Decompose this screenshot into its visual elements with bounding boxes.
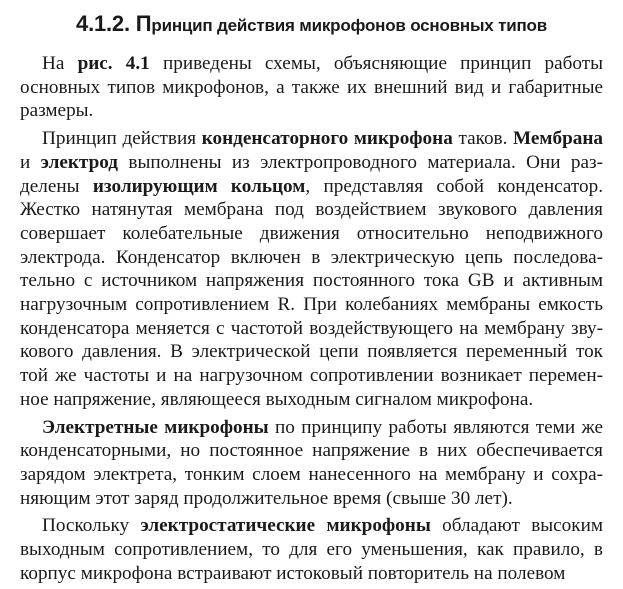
section-heading [0, 10, 623, 40]
text-run: и [20, 151, 41, 173]
text-line [20, 151, 603, 175]
text-line [20, 222, 603, 246]
text-line [20, 52, 603, 76]
text-line [20, 175, 603, 199]
text-line [20, 562, 603, 586]
text-run: корпус микрофона встраивают истоковый повторитель на полевом [20, 562, 566, 584]
section-title-initial: П [135, 11, 152, 36]
bold-term: конденсаторного микрофона [201, 128, 453, 150]
text-line [20, 514, 603, 538]
text-line [20, 364, 603, 388]
text-line [20, 463, 603, 487]
text-run: конденсаторными, но постоянное напряжение в них обеспечивается [20, 440, 603, 462]
text-line [20, 340, 603, 364]
text-run: обладают высоким [430, 515, 604, 537]
text-run: таков. [452, 128, 514, 150]
bold-term: Электретные микрофоны [42, 416, 269, 438]
paragraph [20, 52, 603, 123]
text-line [20, 127, 603, 151]
bold-term: рис. 4.1 [77, 53, 150, 74]
bold-term: Мембрана [513, 128, 603, 150]
text-run: зарядом электрета, тонким слоем нанесенного на мембрану и сохра- [20, 463, 603, 485]
text-line [20, 76, 603, 100]
text-line [20, 388, 603, 412]
text-run: ное напряжение, являющееся выходным сигналом микрофона. [20, 388, 534, 410]
text-line [20, 198, 603, 222]
text-run: нагрузочным сопротивлением R. При колебаниях мембраны емкость [20, 294, 603, 316]
text-run: Принцип действия [42, 128, 202, 150]
text-run: На [42, 53, 78, 74]
text-line [20, 416, 603, 440]
text-run: конденсатора меняется с частотой воздействующего на мембрану зву- [20, 317, 603, 339]
text-run: тельно с источником напряжения постоянного тока GB и активным [20, 270, 603, 292]
text-line [20, 317, 603, 341]
section-title-rest: ринцип действия микрофонов основных типов [151, 16, 547, 35]
text-line [20, 293, 603, 317]
text-run: няющим этот заряд продолжительное время (свыше 30 лет). [20, 487, 513, 509]
text-run: по принципу работы являются теми же [268, 416, 603, 438]
paragraph [20, 416, 603, 511]
text-line [20, 99, 603, 123]
text-run: делены [20, 175, 93, 197]
text-run: основных типов микрофонов, а также их внешний вид и габаритные [20, 76, 603, 98]
paragraph [20, 127, 603, 411]
bold-term: электростатические микрофоны [140, 515, 431, 537]
text-run: совершает колебательные движения относительно неподвижного [20, 222, 603, 244]
text-run: электрода. Конденсатор включен в электрическую цепь последова- [20, 246, 603, 268]
section-number: 4.1.2. [76, 11, 130, 36]
text-run: выходным сопротивлением, то для его уменьшения, как правило, в [20, 539, 603, 561]
text-run: приведены схемы, объясняющие принцип работы [149, 53, 604, 74]
text-line [20, 269, 603, 293]
bold-term: изолирующим кольцом [92, 175, 306, 197]
text-line [20, 246, 603, 270]
body-text [20, 52, 603, 589]
bold-term: электрод [40, 151, 119, 173]
text-run: , представляя собой конденсатор. [305, 175, 603, 197]
text-run: Жестко натянутая мембрана под воздействием звукового давления [20, 199, 603, 221]
text-line [20, 439, 603, 463]
text-line [20, 487, 603, 511]
text-run: той же частоты и на нагрузочном сопротивлении возникает перемен- [20, 365, 603, 387]
text-run: размеры. [20, 100, 94, 122]
text-run: выполнены из электропроводного материала. Они раз- [118, 151, 603, 173]
text-run: кового давления. В электрической цепи появляется переменный ток [20, 341, 603, 363]
text-run: Поскольку [42, 515, 141, 537]
